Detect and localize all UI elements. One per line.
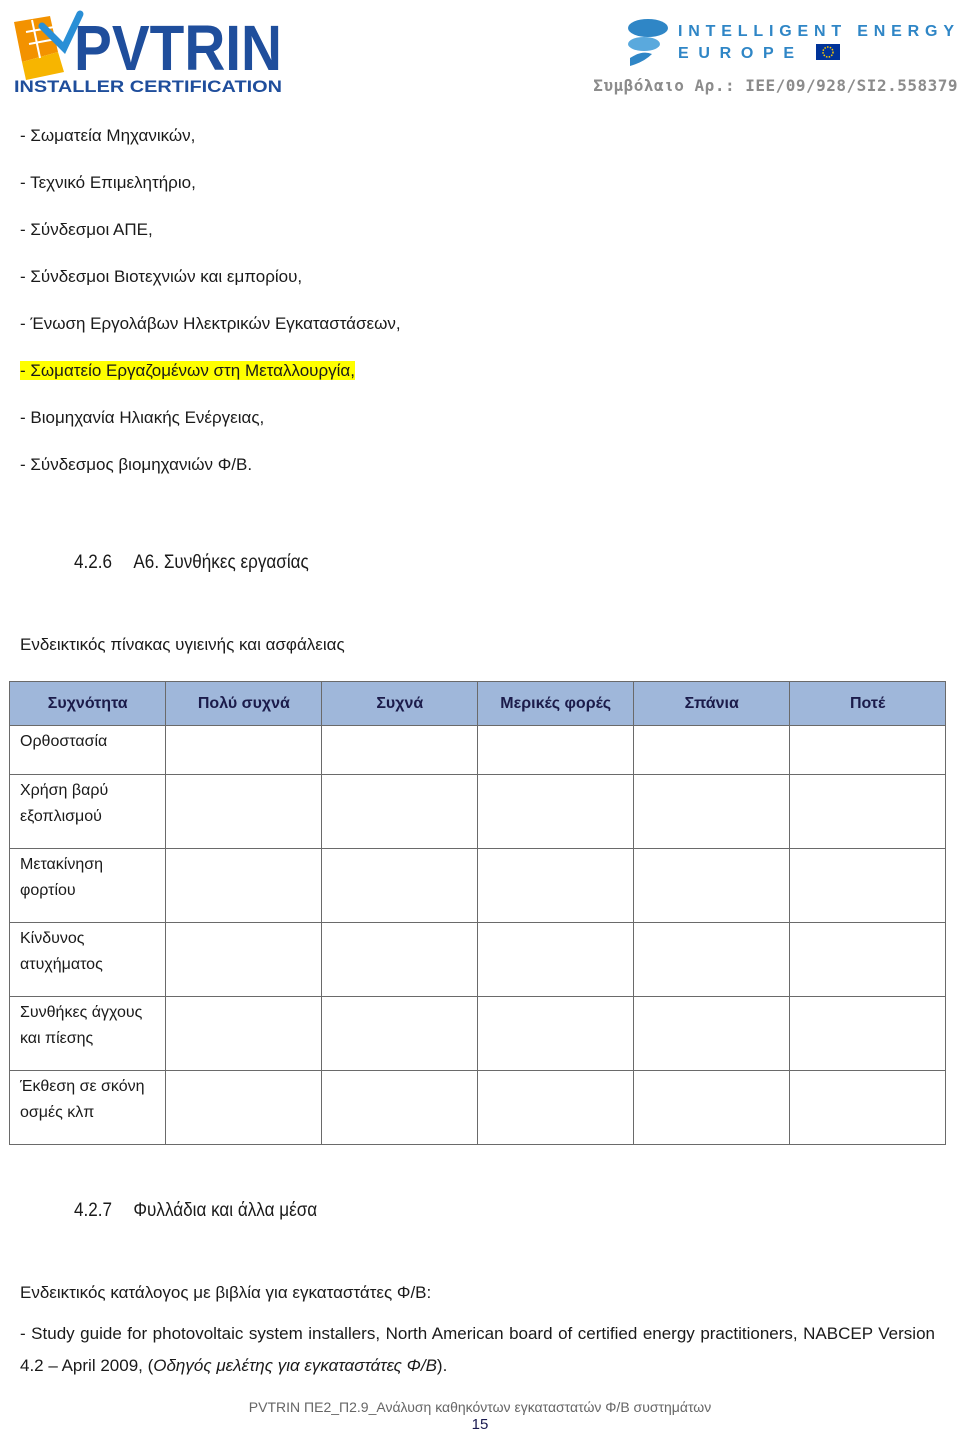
section-title: Φυλλάδια και άλλα μέσα (133, 1200, 318, 1221)
table-cell (166, 923, 322, 997)
row-label: Ορθοστασία (10, 726, 166, 775)
list-item: - Τεχνικό Επιμελητήριο, (20, 173, 196, 192)
table-header-cell: Συχνότητα (10, 682, 166, 726)
eu-flag-icon (816, 44, 840, 60)
row-label: Μετακίνηση φορτίου (10, 849, 166, 923)
table-cell (478, 997, 634, 1071)
booklist-caption: Ενδεικτικός κατάλογος με βιβλία για εγκαταστάτες Φ/Β: (20, 1283, 432, 1302)
pvtrin-mark-icon (14, 14, 80, 80)
list-item: - Σύνδεσμοι ΑΠΕ, (20, 220, 153, 239)
table-cell (478, 1071, 634, 1145)
iee-swirl-icon (628, 19, 668, 66)
row-label: Κίνδυνος ατυχήματος (10, 923, 166, 997)
table-cell (322, 923, 478, 997)
table-cell (790, 849, 946, 923)
intelligent-energy-europe-logo (622, 14, 958, 70)
table-header-cell: Ποτέ (790, 682, 946, 726)
table-cell (790, 1071, 946, 1145)
section-title: Α6. Συνθήκες εργασίας (133, 552, 309, 573)
footer-title: PVTRIN ΠΕ2_Π2.9_Ανάλυση καθηκόντων εγκαταστατών Φ/Β συστημάτων (248, 1399, 712, 1415)
table-row (10, 997, 946, 1071)
list-item: - Βιομηχανία Ηλιακής Ενέργειας, (20, 408, 265, 427)
table-cell (166, 997, 322, 1071)
list-item: - Σύνδεσμοι Βιοτεχνιών και εμπορίου, (20, 267, 303, 286)
list-item-highlighted: - Σωματείο Εργαζομένων στη Μεταλλουργία, (20, 361, 355, 380)
list-item: - Σωματεία Μηχανικών, (20, 126, 196, 145)
table-cell (634, 1071, 790, 1145)
table-cell (790, 923, 946, 997)
table-cell (166, 775, 322, 849)
table-row (10, 775, 946, 849)
table-header-cell: Συχνά (322, 682, 478, 726)
table-row (10, 923, 946, 997)
table-cell (322, 1071, 478, 1145)
table-cell (322, 997, 478, 1071)
table-row (10, 1071, 946, 1145)
book-translation: Οδηγός μελέτης για εγκαταστάτες Φ/Β (153, 1356, 437, 1375)
section-heading-4-2-6 (74, 552, 309, 574)
book-reference: - Study guide for photovoltaic system installers, North American board of certified energy practitioners, NABCEP Version 4.2 – April 2009, (Οδηγός μελέτης για εγκαταστάτες Φ/Β). (20, 1324, 935, 1375)
row-label: Συνθήκες άγχους και πίεσης (10, 997, 166, 1071)
table-cell (322, 775, 478, 849)
health-safety-table (9, 681, 946, 1145)
section-heading-4-2-7 (74, 1200, 317, 1222)
svg-text:INSTALLER CERTIFICATION: INSTALLER CERTIFICATION (14, 77, 282, 96)
table-cell (166, 1071, 322, 1145)
table-cell (790, 726, 946, 775)
table-row (10, 849, 946, 923)
table-cell (322, 849, 478, 923)
table-caption: Ενδεικτικός πίνακας υγιεινής και ασφάλειας (20, 635, 345, 654)
table-cell (478, 775, 634, 849)
pvtrin-logo (12, 8, 287, 96)
table-cell (322, 726, 478, 775)
contract-number: Συμβόλαιο Αρ.: IEE/09/928/SI2.558379 (593, 76, 958, 95)
table-cell (634, 849, 790, 923)
section-number: 4.2.6 (74, 552, 113, 573)
svg-text:INTELLIGENT ENERGY: INTELLIGENT ENERGY (678, 23, 954, 40)
table-row (10, 726, 946, 775)
table-cell (166, 726, 322, 775)
table-header-row (10, 682, 946, 726)
table-cell (478, 726, 634, 775)
row-label: Χρήση βαρύ εξοπλισμού (10, 775, 166, 849)
table-cell (790, 997, 946, 1071)
table-cell (478, 923, 634, 997)
table-header-cell: Μερικές φορές (478, 682, 634, 726)
row-label: Έκθεση σε σκόνη οσμές κλπ (10, 1071, 166, 1145)
list-item: - Σύνδεσμος βιομηχανιών Φ/Β. (20, 455, 253, 474)
table-cell (634, 775, 790, 849)
table-header-cell: Σπάνια (634, 682, 790, 726)
table-cell (634, 997, 790, 1071)
list-item: - Ένωση Εργολάβων Ηλεκτρικών Εγκαταστάσεων, (20, 314, 401, 333)
svg-text:PVTRIN: PVTRIN (74, 12, 282, 84)
svg-text:EUROPE: EUROPE (678, 45, 794, 62)
table-header-cell: Πολύ συχνά (166, 682, 322, 726)
section-number: 4.2.7 (74, 1200, 113, 1221)
page-number: 15 (471, 1416, 489, 1433)
table-cell (790, 775, 946, 849)
table-cell (634, 726, 790, 775)
table-cell (478, 849, 634, 923)
table-cell (634, 923, 790, 997)
table-cell (166, 849, 322, 923)
